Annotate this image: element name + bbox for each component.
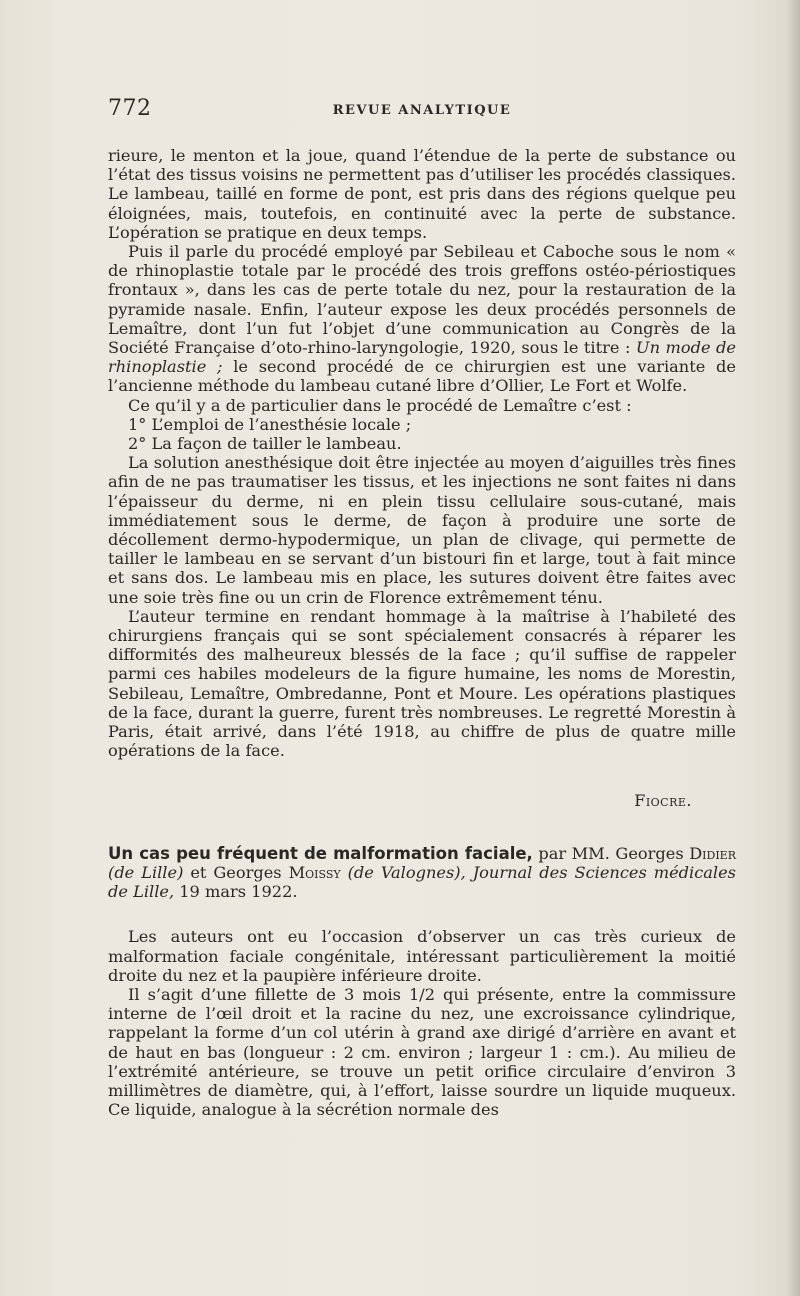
paragraph-text: le second procédé de ce chirurgien est une variante de l’ancienne méthode du lambeau cutané libre d’Ollier, Le Fort et Wolfe. xyxy=(108,357,736,396)
page-edge-shadow xyxy=(786,0,800,1296)
paragraph: La solution anesthésique doit être injectée au moyen d’aiguilles très fines afin de ne pas traumatiser les tissus, et les injections ne sont faites ni dans l’épaisseur du derme, ni en plein tissu cellulaire sous-cutané, mais immédiatement sous le derme, de façon à produire une sorte de décollement dermo-hypodermique, un plan de clivage, qui permette de tailler le lambeau en se servant d’un bistouri fin et large, tout à fait mince et sans dos. Le lambeau mis en place, les sutures doivent être faites avec une soie très fine ou un crin de Florence extrêmement ténu. xyxy=(108,453,736,607)
paragraph: Les auteurs ont eu l’occasion d’observer un cas très curieux de malformation faciale congénitale, intéressant particulièrement la moitié droite du nez et la paupière inférieure droite. xyxy=(108,927,736,985)
page-number: 772 xyxy=(108,96,152,121)
list-item: 2° La façon de tailler le lambeau. xyxy=(128,434,402,454)
author-name: Didier xyxy=(689,843,736,863)
author-name: Moissy xyxy=(288,862,341,882)
paragraph: L’auteur termine en rendant hommage à la maîtrise à l’habileté des chirurgiens français qui se sont spécialement consacrés à réparer les difformités des malheureux blessés de la face ; qu’il suffise de rappeler parmi ces habiles modeleurs de la figure humaine, les noms de Morestin, Sebileau, Lemaître, Ombredanne, Pont et Moure. Les opérations plastiques de la face, durant la guerre, furent très nombreuses. Le regretté Morestin à Paris, était arrivé, dans l’été 1918, au chiffre de plus de quatre mille opérations de la face. xyxy=(108,606,736,761)
publication-date: 19 mars 1922. xyxy=(174,882,298,902)
spacer xyxy=(108,901,736,927)
paragraph: rieure, le menton et la joue, quand l’étendue de la perte de substance ou l’état des tissus voisins ne permettent pas d’utiliser les procédés classiques. Le lambeau, taillé en forme de pont, est pris dans des régions quelque peu éloignées, mais, toutefois, en continuité avec la perte de substance. L’opération se pratique en deux temps. xyxy=(108,146,736,242)
paragraph: Il s’agit d’une fillette de 3 mois 1/2 qui présente, entre la commissure interne de l’œil droit et la racine du nez, une excroissance cylindrique, rappelant la forme d’un col utérin à grand axe dirigé d’arrière en avant et de haut en bas (longueur : 2 cm. environ ; largeur 1 : cm.). Au milieu de l’extrémité antérieure, se trouve un petit orifice circulaire d’environ 3 millimètres de diamètre, qui, à l’effort, laisse sourdre un liquide muqueux. Ce liquide, analogue à la sécrétion normale des xyxy=(108,984,736,1120)
article-title: Un cas peu fréquent de malformation faciale, xyxy=(108,843,533,863)
author-place: (de Lille) xyxy=(108,862,184,882)
citation-text: et Georges xyxy=(183,862,289,882)
citation-text: par MM. Georges xyxy=(532,843,690,863)
journal-name: Journal des Sciences médicales de Lille, xyxy=(108,862,736,902)
cited-title: Un mode de rhinoplastie ; xyxy=(108,338,736,377)
paragraph: Ce qu’il y a de particulier dans le procédé de Lemaître c’est : xyxy=(128,395,632,415)
article-citation xyxy=(108,844,736,902)
paragraph xyxy=(108,242,736,396)
reviewer-signature: Fiocre. xyxy=(634,790,692,810)
page-header xyxy=(108,96,736,126)
paragraph-text: Puis il parle du procédé employé par Sebileau et Caboche sous le nom « de rhinoplastie totale par le procédé des trois greffons ostéo-périostiques frontaux », dans les cas de perte totale du nez, pour la restauration de la pyramide nasale. Enfin, l’auteur expose les deux procédés personnels de Lemaître, dont l’un fut l’objet d’une communication au Congrès de la Société Française d’oto-rhino-laryngologie, 1920, sous le titre : xyxy=(108,242,736,358)
running-title: REVUE ANALYTIQUE xyxy=(332,103,512,118)
list-item: 1° L’emploi de l’anesthésie locale ; xyxy=(128,414,412,434)
author-place: (de Valognes), xyxy=(347,862,466,882)
page-body xyxy=(108,146,736,1119)
